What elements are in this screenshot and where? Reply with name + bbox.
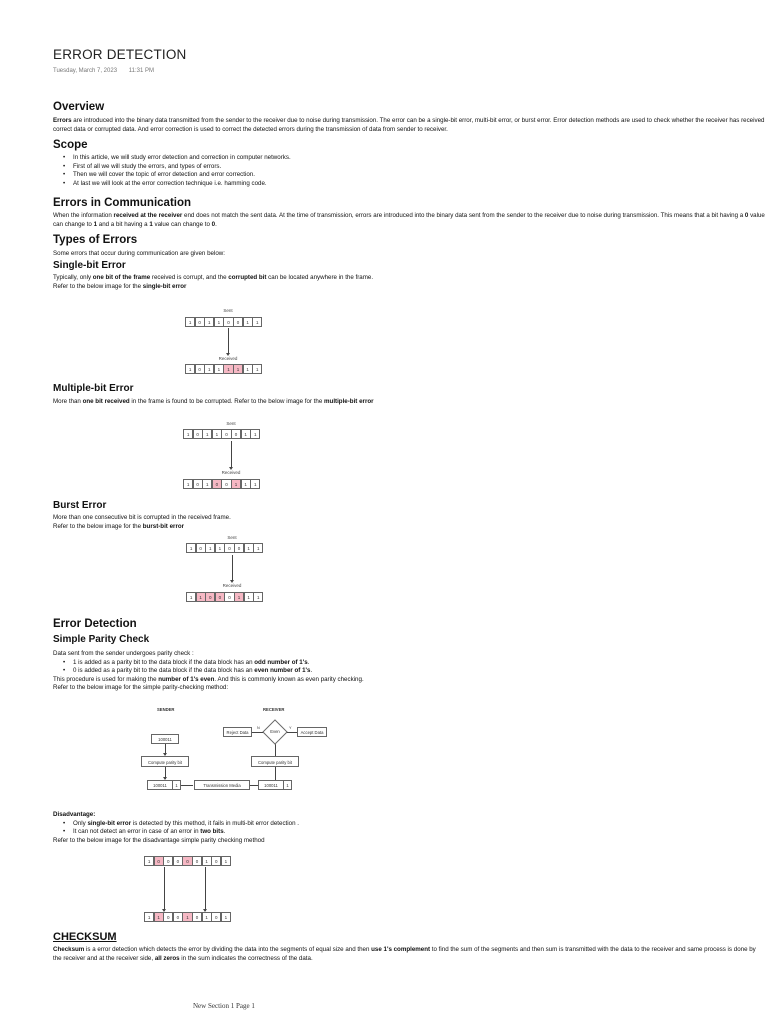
simple-parity-heading: Simple Parity Check — [53, 634, 150, 645]
bit-cell: 1 — [214, 364, 224, 374]
bit-cell: 0 — [173, 912, 183, 922]
sent-label: Sent — [227, 535, 237, 540]
bit-cell: 1 — [154, 912, 164, 922]
bit-cell: 0 — [212, 479, 222, 489]
decision-label: Even — [270, 729, 280, 734]
text-run: in the frame is found to be corrupted. Refer to the below image for the — [129, 398, 325, 405]
single-bit-paragraph — [53, 274, 765, 291]
transmission-media-box: Transmission Media — [194, 780, 250, 790]
bold-run: number of 1's even — [158, 675, 215, 683]
scope-item: • Then we will cover the topic of error detection and error correction. — [53, 171, 765, 180]
bit-cell: 0 — [195, 317, 205, 327]
bit-cell: 1 — [215, 543, 225, 553]
multi-bit-heading: Multiple-bit Error — [53, 383, 134, 394]
text-run: When the information — [53, 212, 114, 219]
text-run: Refer to the below image for the disadvantage simple parity checking method — [53, 836, 265, 844]
bit-cell: 0 — [224, 543, 234, 553]
bold-run: 1 — [149, 220, 153, 228]
bit-cell: 1 — [204, 364, 214, 374]
receiver-data-box: 100011 — [258, 780, 284, 790]
burst-diagram — [186, 535, 278, 605]
bit-cell: 1 — [144, 856, 154, 866]
bit-cell: 1 — [186, 592, 196, 602]
bit-cell: 1 — [244, 543, 254, 553]
disadvantage-heading: Disadvantage: — [53, 811, 96, 818]
bold-run: corrupted bit — [228, 274, 267, 281]
arrow-line — [231, 441, 232, 468]
list-item — [53, 659, 765, 668]
errors-communication-paragraph — [53, 212, 765, 229]
bold-run: 0 — [211, 220, 216, 228]
bit-cell: 1 — [185, 364, 195, 374]
reject-data-box: Reject Data — [223, 727, 252, 737]
bit-cell: 0 — [192, 912, 202, 922]
received-bits-row — [185, 364, 262, 374]
arrow-line — [205, 867, 206, 911]
bit-cell: 0 — [211, 856, 221, 866]
bit-cell: 1 — [183, 429, 193, 439]
text-run: Refer to the below image for the — [53, 282, 143, 290]
text-run: Typically, only — [53, 274, 93, 281]
receiver-compute-box: Compute parity bit — [251, 756, 299, 767]
text-run: value can change to — [53, 212, 765, 228]
bit-cell: 1 — [252, 364, 262, 374]
text-run: Refer to the below image for the — [53, 522, 143, 530]
bold-run: 0 — [744, 212, 749, 219]
accept-data-box: Accept Data — [297, 727, 327, 737]
bold-run: even number of 1's — [254, 667, 311, 675]
arrow-line — [232, 555, 233, 581]
bold-run: single-bit error — [87, 819, 132, 827]
errors-communication-heading: Errors in Communication — [53, 197, 192, 209]
receiver-parity-box: 1 — [283, 780, 292, 790]
sender-data-box: 100011 — [151, 734, 179, 744]
scope-item: • In this article, we will study error detection and correction in computer networks. — [53, 154, 765, 163]
text-run: . — [223, 828, 226, 836]
bit-cell: 1 — [202, 856, 212, 866]
multi-bit-paragraph — [53, 398, 765, 407]
types-text: Some errors that occur during communication are given below: — [53, 250, 225, 257]
overview-lead: Errors — [53, 117, 72, 124]
bold-run: use 1's complement — [371, 946, 431, 953]
bit-cell: 0 — [154, 856, 164, 866]
text-run: . — [215, 220, 217, 228]
text-run: Data sent from the sender undergoes parity check : — [53, 650, 194, 657]
bit-cell: 1 — [212, 429, 222, 439]
list-item — [53, 667, 765, 676]
bit-cell: 0 — [231, 429, 241, 439]
sent-bits-row — [185, 317, 262, 327]
scope-item: • At last we will look at the error correction technique i.e. hamming code. — [53, 180, 765, 189]
text-run: is a error detection which detects the error by dividing the data into the segments of equal size and then — [84, 946, 372, 953]
receiver-label: RECEIVER — [263, 707, 285, 712]
bit-cell: 1 — [253, 543, 263, 553]
received-bits-row — [186, 592, 263, 602]
sender-compute-box: Compute parity bit — [141, 756, 189, 767]
received-bits-row — [183, 479, 260, 489]
disadvantage-diagram — [144, 856, 268, 924]
bit-cell: 0 — [192, 856, 202, 866]
frame-data-box: 100011 — [147, 780, 173, 790]
yes-label: Y — [289, 726, 292, 730]
overview-text: are introduced into the binary data transmitted from the sender to the receiver due to noise during transmission. The error can be a single-bit error, multi-bit error, or burst error. Error detection methods are used to check whether the receiver has received correct data or corrupted data. And error correction is used to correct the detected errors during the transmission of data from sender to receiver. — [53, 117, 765, 133]
bit-cell: 1 — [185, 317, 195, 327]
bit-cell: 0 — [224, 592, 234, 602]
parity-paragraph — [53, 650, 765, 693]
bold-run: Checksum — [53, 946, 85, 953]
bit-cell: 1 — [234, 592, 244, 602]
bold-run: multiple-bit error — [324, 398, 374, 405]
bold-run: single-bit error — [142, 282, 187, 290]
error-detection-heading: Error Detection — [53, 618, 137, 630]
text-run: received is corrupt, and the — [150, 274, 229, 281]
bit-cell: 1 — [231, 479, 241, 489]
bold-run: one bit received — [82, 398, 130, 405]
text-run: More than — [53, 398, 83, 405]
page-title: ERROR DETECTION — [53, 47, 187, 62]
text-run: Only — [73, 819, 88, 827]
bit-cell: 1 — [186, 543, 196, 553]
arrow-line — [287, 732, 297, 733]
scope-heading: Scope — [53, 139, 88, 151]
no-label: N — [257, 726, 260, 730]
frame-parity-box: 1 — [172, 780, 181, 790]
bit-cell: 0 — [182, 856, 192, 866]
text-run: . And this is commonly known as even parity checking. — [214, 675, 364, 683]
types-heading: Types of Errors — [53, 234, 138, 246]
arrow-line — [164, 867, 165, 911]
arrow-line — [228, 328, 229, 354]
bit-cell: 0 — [173, 856, 183, 866]
bit-cell: 1 — [196, 592, 206, 602]
text-run: to find the sum of the segments and then sum is transmitted with the data to the receiver and same process is done by the receiver and at the receiver side, — [53, 946, 756, 962]
overview-paragraph — [53, 117, 765, 134]
sent-label: Sent — [223, 308, 233, 313]
arrow-line — [252, 732, 263, 733]
bold-run: all zeros — [154, 954, 180, 962]
bold-run: odd number of 1's — [254, 658, 308, 666]
bold-run: burst-bit error — [142, 522, 185, 530]
bit-cell: 1 — [202, 479, 212, 489]
bit-cell: 0 — [193, 479, 203, 489]
list-item — [53, 820, 765, 829]
text-run: is detected by this method, it fails in multi-bit error detection . — [131, 819, 299, 827]
list-item — [53, 828, 765, 837]
arrow-line — [250, 785, 258, 786]
bit-cell: 0 — [221, 429, 231, 439]
bottom-bits-row — [144, 912, 230, 922]
text-run: It can not detect an error in case of an error in — [73, 828, 201, 836]
bit-cell: 0 — [233, 317, 243, 327]
bit-cell: 0 — [211, 912, 221, 922]
text-run: 1 is added as a parity bit to the data block if the data block has an — [73, 658, 255, 666]
bit-cell: 0 — [215, 592, 225, 602]
bit-cell: 1 — [223, 364, 233, 374]
bit-cell: 1 — [204, 317, 214, 327]
bit-cell: 1 — [253, 592, 263, 602]
bit-cell: 0 — [163, 856, 173, 866]
sent-label: Sent — [226, 421, 236, 426]
bold-run: received at the receiver — [113, 212, 183, 219]
bit-cell: 1 — [233, 364, 243, 374]
bit-cell: 1 — [202, 429, 212, 439]
arrow-line — [275, 767, 276, 780]
bit-cell: 0 — [195, 364, 205, 374]
text-run: in the sum indicates the correctness of the data. — [179, 954, 313, 962]
bit-cell: 1 — [183, 479, 193, 489]
bit-cell: 1 — [241, 479, 251, 489]
scope-item: • First of all we will study the errors, and types of errors. — [53, 163, 765, 172]
bit-cell: 0 — [221, 479, 231, 489]
bit-cell: 1 — [221, 856, 231, 866]
sent-bits-row — [186, 543, 263, 553]
received-label: Received — [222, 583, 242, 588]
burst-paragraph — [53, 514, 765, 531]
text-run: can be located anywhere in the frame. — [266, 274, 374, 281]
text-run: value can change to — [152, 220, 212, 228]
arrow-line — [275, 743, 276, 756]
text-run: . — [310, 667, 313, 675]
bit-cell: 0 — [193, 429, 203, 439]
page-time: 11:31 PM — [128, 68, 154, 74]
bold-run: two bits — [200, 828, 224, 836]
single-bit-diagram — [185, 308, 271, 376]
bit-cell: 1 — [202, 912, 212, 922]
page-meta — [53, 68, 154, 74]
bit-cell: 1 — [205, 543, 215, 553]
bold-run: one bit of the frame — [92, 274, 151, 281]
bit-cell: 1 — [214, 317, 224, 327]
sent-bits-row — [183, 429, 260, 439]
text-run: 0 is added as a parity bit to the data block if the data block has an — [73, 667, 255, 675]
bit-cell: 0 — [205, 592, 215, 602]
bit-cell: 1 — [243, 317, 253, 327]
scope-list — [53, 154, 765, 188]
text-run: . — [307, 658, 310, 666]
bit-cell: 1 — [250, 429, 260, 439]
arrow-line — [181, 785, 193, 786]
page-date: Tuesday, March 7, 2023 — [53, 68, 118, 74]
checksum-paragraph — [53, 946, 765, 963]
checksum-heading: CHECKSUM — [53, 931, 117, 943]
overview-heading: Overview — [53, 101, 105, 113]
received-label: Received — [221, 470, 241, 475]
bit-cell: 1 — [252, 317, 262, 327]
text-run: Refer to the below image for the simple parity-checking method: — [53, 684, 229, 692]
single-bit-heading: Single-bit Error — [53, 260, 126, 271]
top-bits-row — [144, 856, 230, 866]
bit-cell: 0 — [223, 317, 233, 327]
bit-cell: 0 — [196, 543, 206, 553]
bit-cell: 1 — [221, 912, 231, 922]
text-run: and a bit having a — [97, 220, 150, 228]
parity-diagram — [135, 705, 335, 795]
bit-cell: 0 — [163, 912, 173, 922]
burst-heading: Burst Error — [53, 500, 107, 511]
multi-bit-diagram — [183, 421, 279, 493]
bit-cell: 1 — [241, 429, 251, 439]
page-footer: New Section 1 Page 1 — [193, 1002, 255, 1010]
bit-cell: 1 — [244, 592, 254, 602]
text-run: More than one consecutive bit is corrupted in the received frame. — [53, 514, 231, 521]
sender-label: SENDER — [157, 707, 175, 712]
bit-cell: 0 — [234, 543, 244, 553]
bit-cell: 1 — [182, 912, 192, 922]
bold-run: 1 — [93, 220, 98, 228]
bit-cell: 1 — [144, 912, 154, 922]
received-label: Received — [218, 356, 238, 361]
text-run: This procedure is used for making the — [53, 675, 159, 683]
bit-cell: 1 — [243, 364, 253, 374]
text-run: end does not match the sent data. At the time of transmission, errors are introduced into the binary data sent from the sender to the receiver due to noise during transmission. This means that a bit having a — [182, 212, 745, 219]
bit-cell: 1 — [250, 479, 260, 489]
disadvantage-section — [53, 811, 765, 845]
